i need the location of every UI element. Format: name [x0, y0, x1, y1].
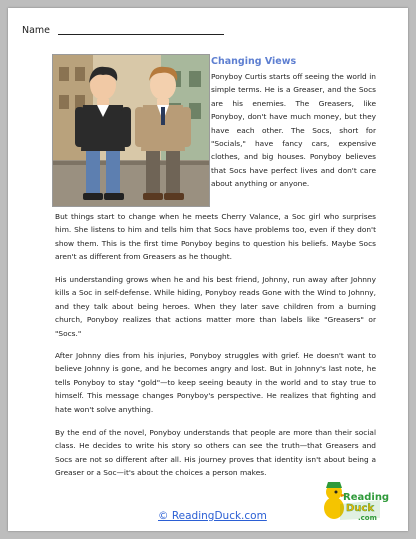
passage-paragraph-2: But things start to change when he meets Cherry Valance, a Soc girl who surprises him. She listens to him and tells him that Socs have problems too, even if they don't show them. This is the first time Ponyboy begins to question his beliefs. Maybe Socs aren't as different from Greasers as he thought. — [55, 212, 376, 262]
passage-paragraph-3: His understanding grows when he and his best friend, Johnny, run away after Johnny kills a Soc in self-defense. While hiding, Ponyboy reads Gone with the Wind to Johnny, and they talk about being heroes. When they later save children from a burning church, Ponyboy realizes that actions matter more than labels like "Greasers" or "Socs." — [55, 275, 376, 338]
duck-logo-icon — [322, 474, 390, 526]
passage-title: Changing Views — [211, 56, 297, 67]
readingduck-logo[interactable] — [322, 474, 390, 526]
passage-paragraph-5: By the end of the novel, Ponyboy understands that people are more than their social class. He decides to write his story so others can see the truth—that Greasers and Socs are not so different after all. His journey proves that identity isn't about being a Greaser or a Soc—it's about the choices a person makes. — [55, 428, 376, 478]
logo-text-reading: Reading — [343, 492, 390, 503]
name-blank-line[interactable] — [58, 34, 224, 35]
passage-paragraph-4: After Johnny dies from his injuries, Ponyboy struggles with grief. He doesn't want to believe Johnny is gone, and he becomes angry and lost. But in Johnny's last note, he tells Ponyboy to stay "gold"—to keep seeing beauty in the world and to stay true to himself. This message changes Ponyboy's perspective. He realizes that fighting and hate won't solve anything. — [55, 351, 376, 414]
name-label: Name — [22, 25, 51, 36]
worksheet-page — [8, 8, 408, 531]
logo-text-com: .com — [358, 514, 377, 522]
name-field — [22, 25, 224, 36]
passage-paragraph-1: Ponyboy Curtis starts off seeing the world in simple terms. He is a Greaser, and the Socs are his enemies. The Greasers, like Ponyboy, don't have much money, but they have each other. The Socs, short for "Socials," have fancy cars, expensive clothes, and big houses. Ponyboy believes that Socs have perfect lives and don't care about anything or anyone. — [211, 72, 376, 189]
story-illustration — [52, 54, 210, 207]
readingduck-link[interactable]: © ReadingDuck.com — [158, 510, 267, 522]
logo-text-duck: Duck — [346, 503, 374, 514]
two-boys-illustration — [53, 55, 209, 206]
